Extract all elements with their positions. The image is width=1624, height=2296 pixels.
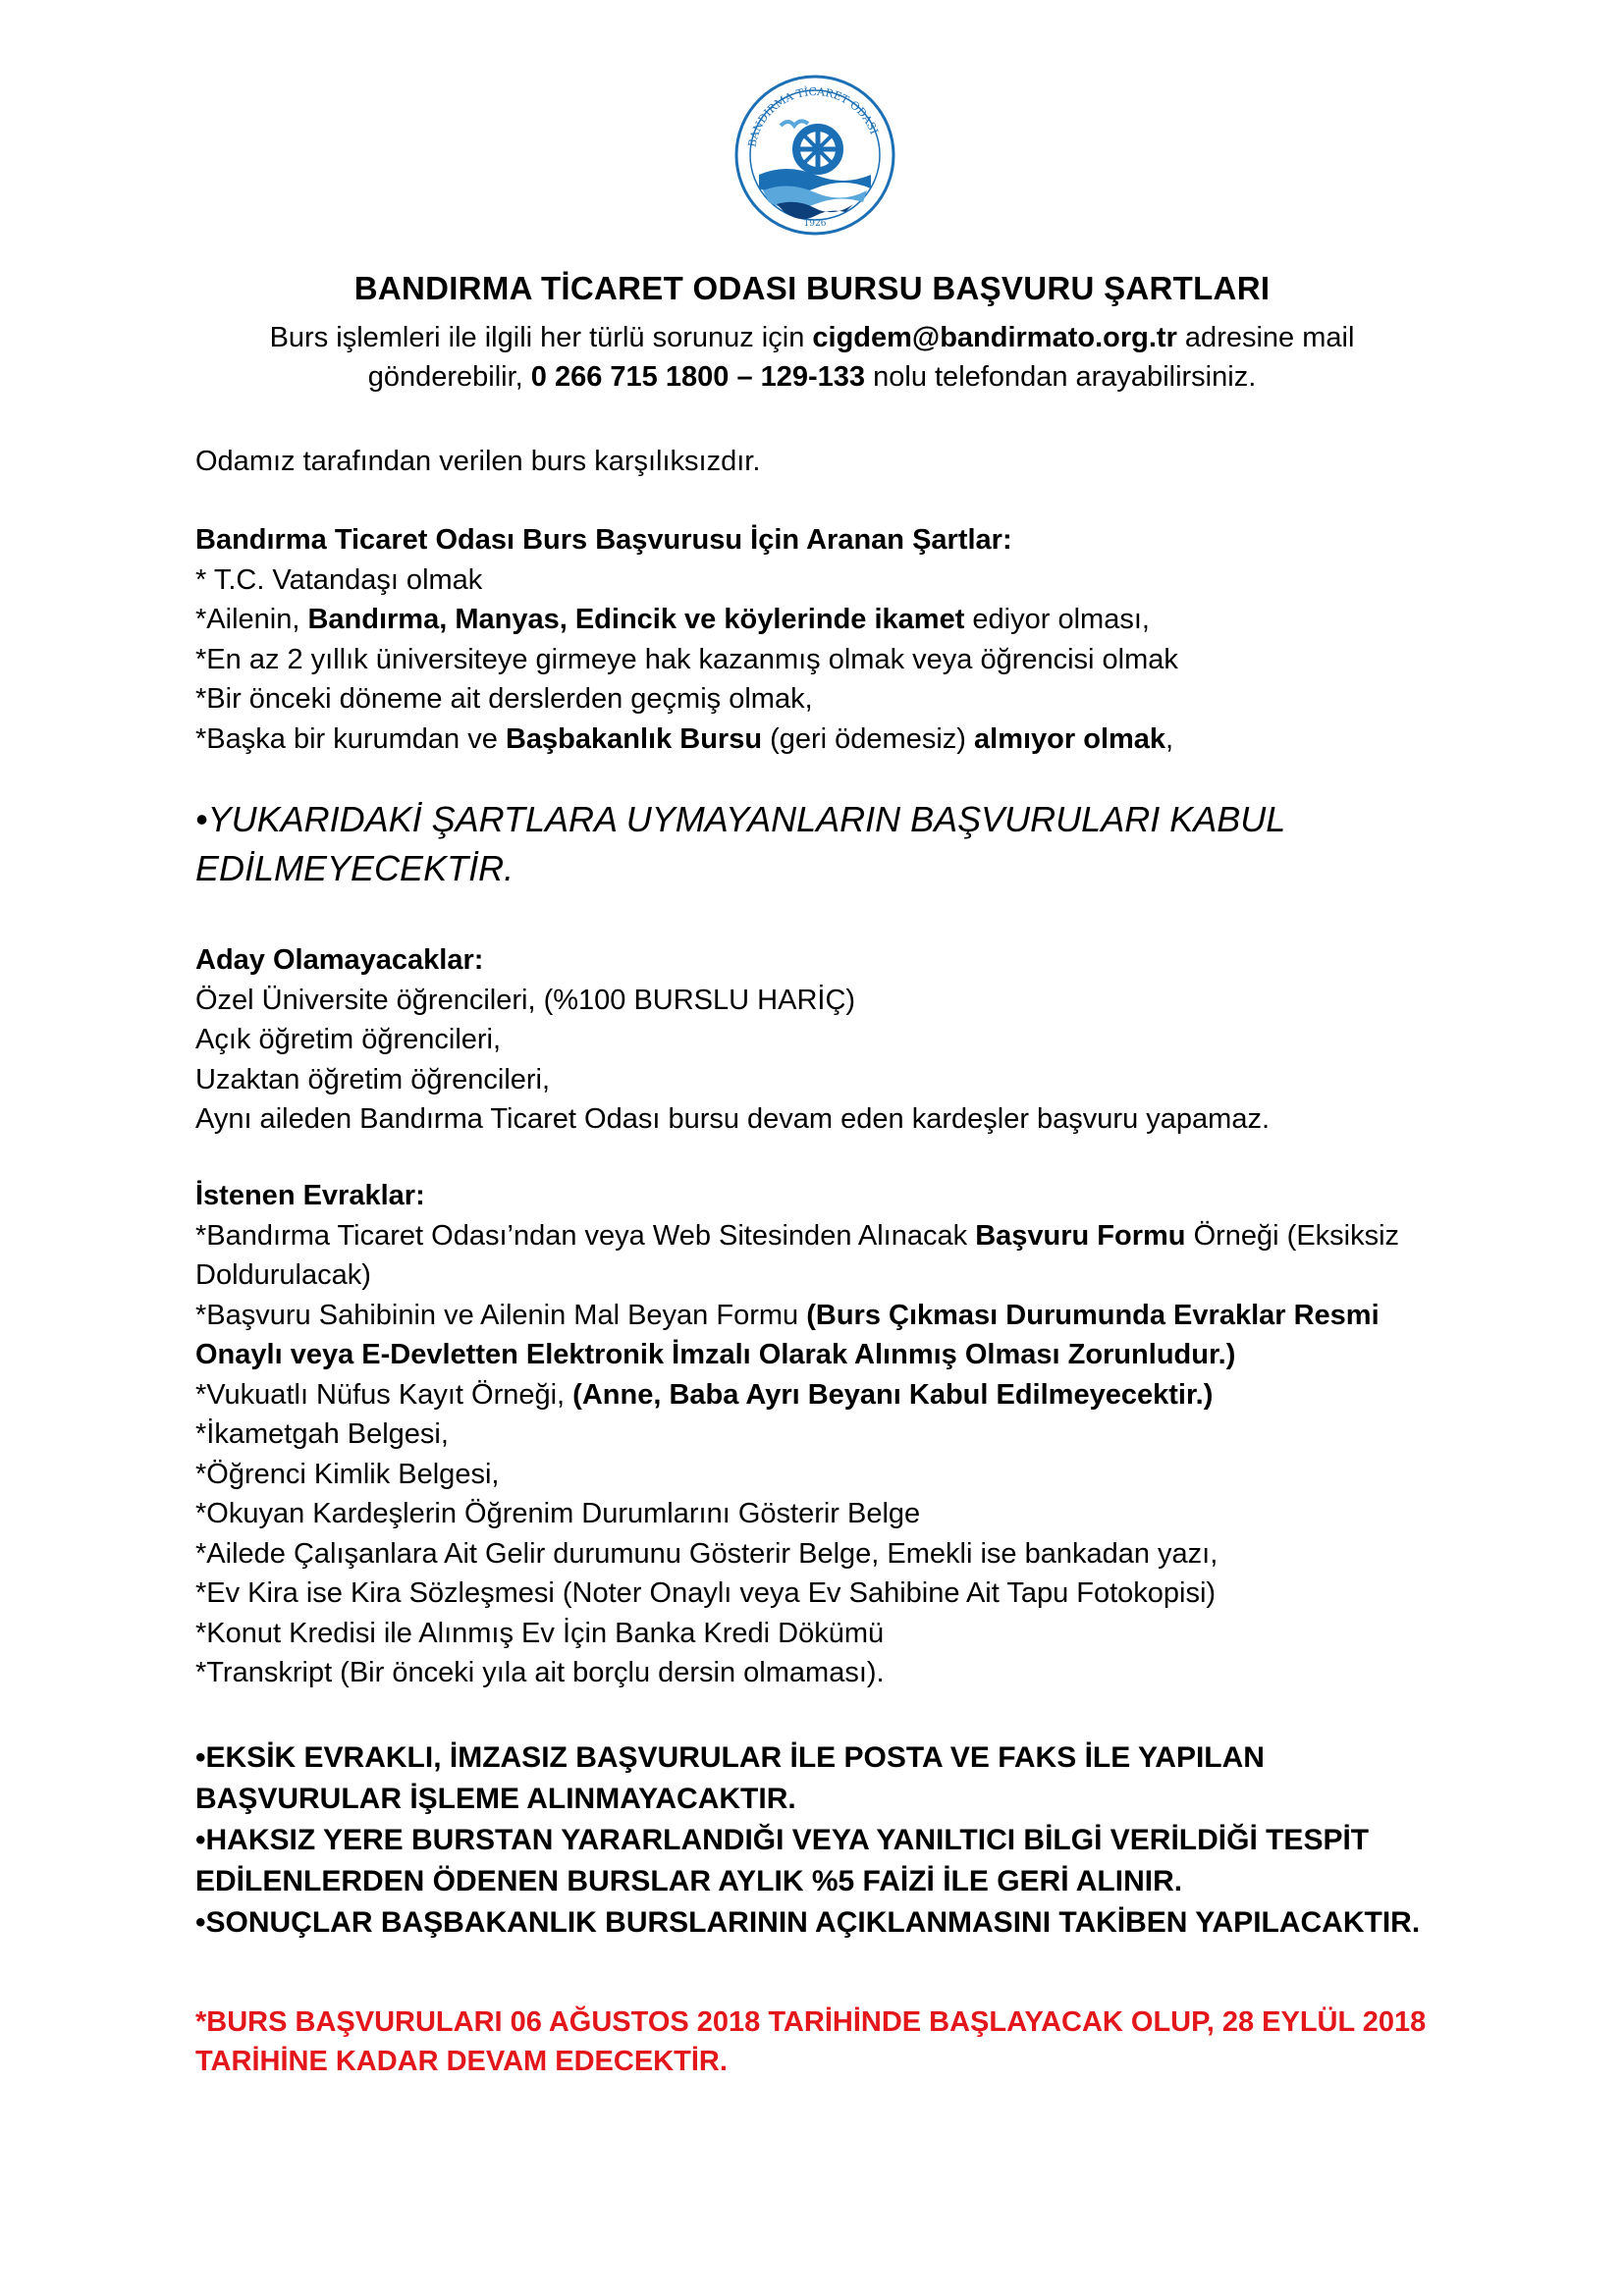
requirement-item: * T.C. Vatandaşı olmak [195,563,483,596]
deadline-notice: *BURS BAŞVURULARI 06 AĞUSTOS 2018 TARİHİNDE BAŞLAYACAK OLUP, 28 EYLÜL 2018 TARİHİNE KADAR DEVAM EDECEKTİR. [195,2006,1427,2077]
document-item: *Vukuatlı Nüfus Kayıt Örneği, (Anne, Baba Ayrı Beyanı Kabul Edilmeyecektir.) [195,1378,1214,1411]
requirement-item: *En az 2 yıllık üniversiteye girmeye hak kazanmış olmak veya öğrencisi olmak [195,643,1178,675]
requirements-section [195,520,1452,759]
contact-line-phone: gönderebilir, 0 266 715 1800 – 129-133 nolu telefondan arayabilirsiniz. [367,361,1257,393]
document-item: *Konut Kredisi ile Alınmış Ev İçin Banka Kredi Dökümü [195,1617,885,1649]
logo-emblem-icon [731,69,898,240]
document-item: *İkametgah Belgesi, [195,1418,449,1450]
notice-line: •SONUÇLAR BAŞBAKANLIK BURSLARININ AÇIKLANMASINI TAKİBEN YAPILACAKTIR. [195,1906,1421,1939]
document-item: *Okuyan Kardeşlerin Öğrenim Durumlarını Gösterir Belge [195,1498,921,1529]
document-item: *Transkript (Bir önceki yıla ait borçlu dersin olmaması). [195,1657,885,1688]
documents-heading: İstenen Evraklar: [195,1180,425,1211]
eligibility-warning: •YUKARIDAKİ ŞARTLARA UYMAYANLARIN BAŞVURULARI KABUL EDİLMEYECEKTİR. [195,799,1286,888]
notice-line: •HAKSIZ YERE BURSTAN YARARLANDIĞI VEYA YANILTICI BİLGİ VERİLDİĞİ TESPİT [195,1824,1370,1856]
notice-line: EDİLENLERDEN ÖDENEN BURSLAR AYLIK %5 FAİZİ İLE GERİ ALINIR. [195,1865,1183,1897]
ineligible-section [195,940,1452,1140]
ineligible-heading: Aday Olamayacaklar: [195,944,484,976]
list-item: Özel Üniversite öğrencileri, (%100 BURSLU HARİÇ) [195,984,856,1016]
document-item-cont: Onaylı veya E-Devletten Elektronik İmzalı Olarak Alınmış Olması Zorunludur.) [195,1339,1236,1370]
requirement-item: *Bir önceki döneme ait derslerden geçmiş olmak, [195,683,813,715]
list-item: Aynı aileden Bandırma Ticaret Odası bursu devam eden kardeşler başvuru yapamaz. [195,1103,1270,1135]
contact-line-email: Burs işlemleri ile ilgili her türlü sorunuz için cigdem@bandirmato.org.tr adresine mail [269,322,1355,353]
requirements-heading: Bandırma Ticaret Odası Burs Başvurusu İçin Aranan Şartlar: [195,524,1012,556]
document-item: *Ailede Çalışanlara Ait Gelir durumunu Gösterir Belge, Emekli ise bankadan yazı, [195,1537,1218,1570]
requirement-item: *Ailenin, Bandırma, Manyas, Edincik ve köylerinde ikamet ediyor olması, [195,604,1150,635]
notice-line: BAŞVURULAR İŞLEME ALINMAYACAKTIR. [195,1783,796,1815]
contact-phone[interactable]: 0 266 715 1800 – 129-133 [530,361,866,393]
documents-section [195,1176,1452,1693]
list-item: Açık öğretim öğrencileri, [195,1024,502,1055]
document-item: *Bandırma Ticaret Odası’ndan veya Web Sitesinden Alınacak Başvuru Formu Örneği (Eksiksiz [195,1219,1400,1252]
requirement-item: *Başka bir kurumdan ve Başbakanlık Bursu (geri ödemesiz) almıyor olmak, [195,722,1174,755]
list-item: Uzaktan öğretim öğrencileri, [195,1063,551,1095]
intro-text: Odamız tarafından verilen burs karşılıksızdır. [195,446,761,477]
notices-section [195,1737,1491,1944]
chamber-logo [731,69,898,240]
document-item: *Başvuru Sahibinin ve Ailenin Mal Beyan Formu (Burs Çıkması Durumunda Evraklar Resmi [195,1299,1380,1331]
page-title: BANDIRMA TİCARET ODASI BURSU BAŞVURU ŞARTLARI [353,270,1271,306]
notice-line: •EKSİK EVRAKLI, İMZASIZ BAŞVURULAR İLE POSTA VE FAKS İLE YAPILAN [195,1741,1265,1774]
document-item: *Ev Kira ise Kira Sözleşmesi (Noter Onaylı veya Ev Sahibine Ait Tapu Fotokopisi) [195,1577,1217,1609]
contact-email[interactable]: cigdem@bandirmato.org.tr [812,322,1177,353]
document-item-cont: Doldurulacak) [195,1259,371,1291]
document-item: *Öğrenci Kimlik Belgesi, [195,1458,500,1490]
logo-arc-text: BANDIRMA TİCARET ODASI [745,84,881,148]
logo-year: 1926 [803,219,827,229]
